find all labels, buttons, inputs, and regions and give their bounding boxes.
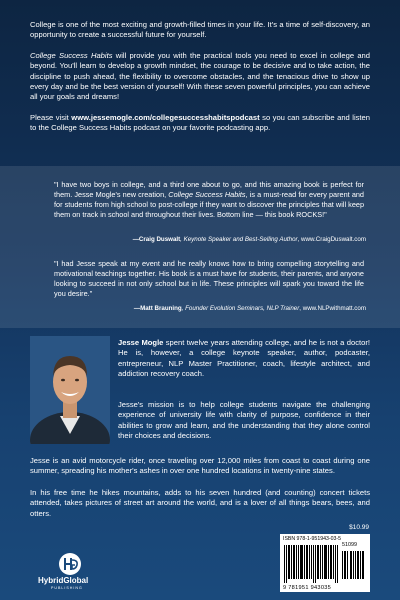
publisher-name: HybridGlobal	[38, 576, 89, 585]
author-bio-paragraph-3: Jesse is an avid motorcycle rider, once traveling over 12,000 miles from coast to coast during one summer, spreading his mother's ashes in over one hundred locations in twenty-nine states.	[30, 456, 370, 476]
quote-1-text-start: "I have two boys in college, and a third one about to go, and this amazing book is perfect for them. Jesse Mogle's new creation,	[54, 180, 364, 199]
intro-visit-text: Please visit	[30, 112, 72, 122]
barcode-bars	[284, 543, 366, 583]
isbn-barcode	[280, 534, 370, 592]
hybridglobal-globe-icon	[58, 552, 82, 576]
testimonial-quote-1	[54, 180, 364, 220]
quote-1-text-end: , is a must-read for every parent and for students from high school to post-college if they want to discover the principles that will keep them on track in school and throughout their lives. Bottom line — this book ROCKS!"	[54, 189, 364, 219]
author-bio-paragraph-4: In his free time he hikes mountains, adds to his seven hundred (and counting) concert tickets attended, takes pictures of street art around the world, and is a lover of all things bears, bees, and otters.	[30, 488, 370, 518]
author-name: Jesse Mogle	[118, 338, 164, 347]
attribution-1-name: —Craig Duswalt	[132, 236, 181, 243]
author-bio-paragraph-1	[118, 338, 370, 380]
intro-paragraph-2	[30, 51, 370, 103]
author-photo	[30, 336, 110, 444]
attribution-2-name: —Matt Brauning	[133, 305, 182, 312]
barcode-digits: 9 781951 943035	[283, 585, 332, 591]
cover-intro	[30, 20, 370, 144]
barcode-addon-number: 51099	[342, 542, 357, 548]
intro-paragraph-3	[30, 113, 370, 134]
attribution-2-site: , www.NLPwithmatt.com	[299, 305, 366, 312]
author-bio-paragraph-2: Jesse's mission is to help college students navigate the challenging experience of university life with clarity of purpose, confidence in their abilities to grow and learn, and the understanding that they alone control their choices and decisions.	[118, 400, 370, 441]
testimonial-quote-2: "I had Jesse speak at my event and he really knows how to bring compelling storytelling and motivational teachings together. His book is a must have for students, their parents, and anyone looking to succeed in not only school but in life. These principles will spark you toward the life you desire."	[54, 259, 364, 298]
attribution-1-role: , Keynote Speaker and Best-Selling Author	[180, 236, 298, 243]
podcast-url: www.jessemogle.com/collegesuccesshabitspodcast	[71, 112, 260, 122]
publisher-subtitle: PUBLISHING	[51, 586, 83, 590]
price-label: $10.99	[349, 524, 369, 531]
intro-subscribe-text: so you can subscribe and listen to the College Success Habits podcast on your favorite podcasting app.	[30, 112, 370, 133]
attribution-1-site: , www.CraigDuswalt.com	[297, 236, 366, 243]
author-bio-1-text: spent twelve years attending college, and he is not a doctor! He is, however, a college keynote speaker, author, podcaster, entrepreneur, NLP Master Practitioner, coach, lifestyle architect, and addiction recovery coach.	[118, 338, 370, 379]
testimonial-attribution-1	[133, 236, 366, 243]
attribution-2-role: , Founder Evolution Seminars, NLP Trainer	[181, 305, 300, 312]
intro-paragraph-2-text: will provide you with the practical tools you need to excel in college and beyond. You'll learn to develop a growth mindset, the courage to be decisive and to take action, the discipline to push ahead, the flexibility to overcome obstacles, and the tenacious drive to show up every day and be the best version of yourself! With these seven powerful principles, you can achieve all your goals and dreams!	[30, 50, 371, 102]
intro-paragraph-1: College is one of the most exciting and growth-filled times in your life. It's a time of self-discovery, an opportunity to create a successful future for yourself.	[30, 20, 370, 40]
isbn-number: ISBN 978-1-951943-03-5	[283, 536, 341, 542]
testimonials-panel	[0, 166, 400, 328]
publisher-logo	[30, 552, 110, 594]
book-title: College Success Habits	[30, 50, 113, 60]
quote-1-book-title: College Success Habits	[168, 189, 246, 199]
author-portrait-image	[30, 336, 110, 444]
testimonial-attribution-2	[134, 305, 366, 312]
